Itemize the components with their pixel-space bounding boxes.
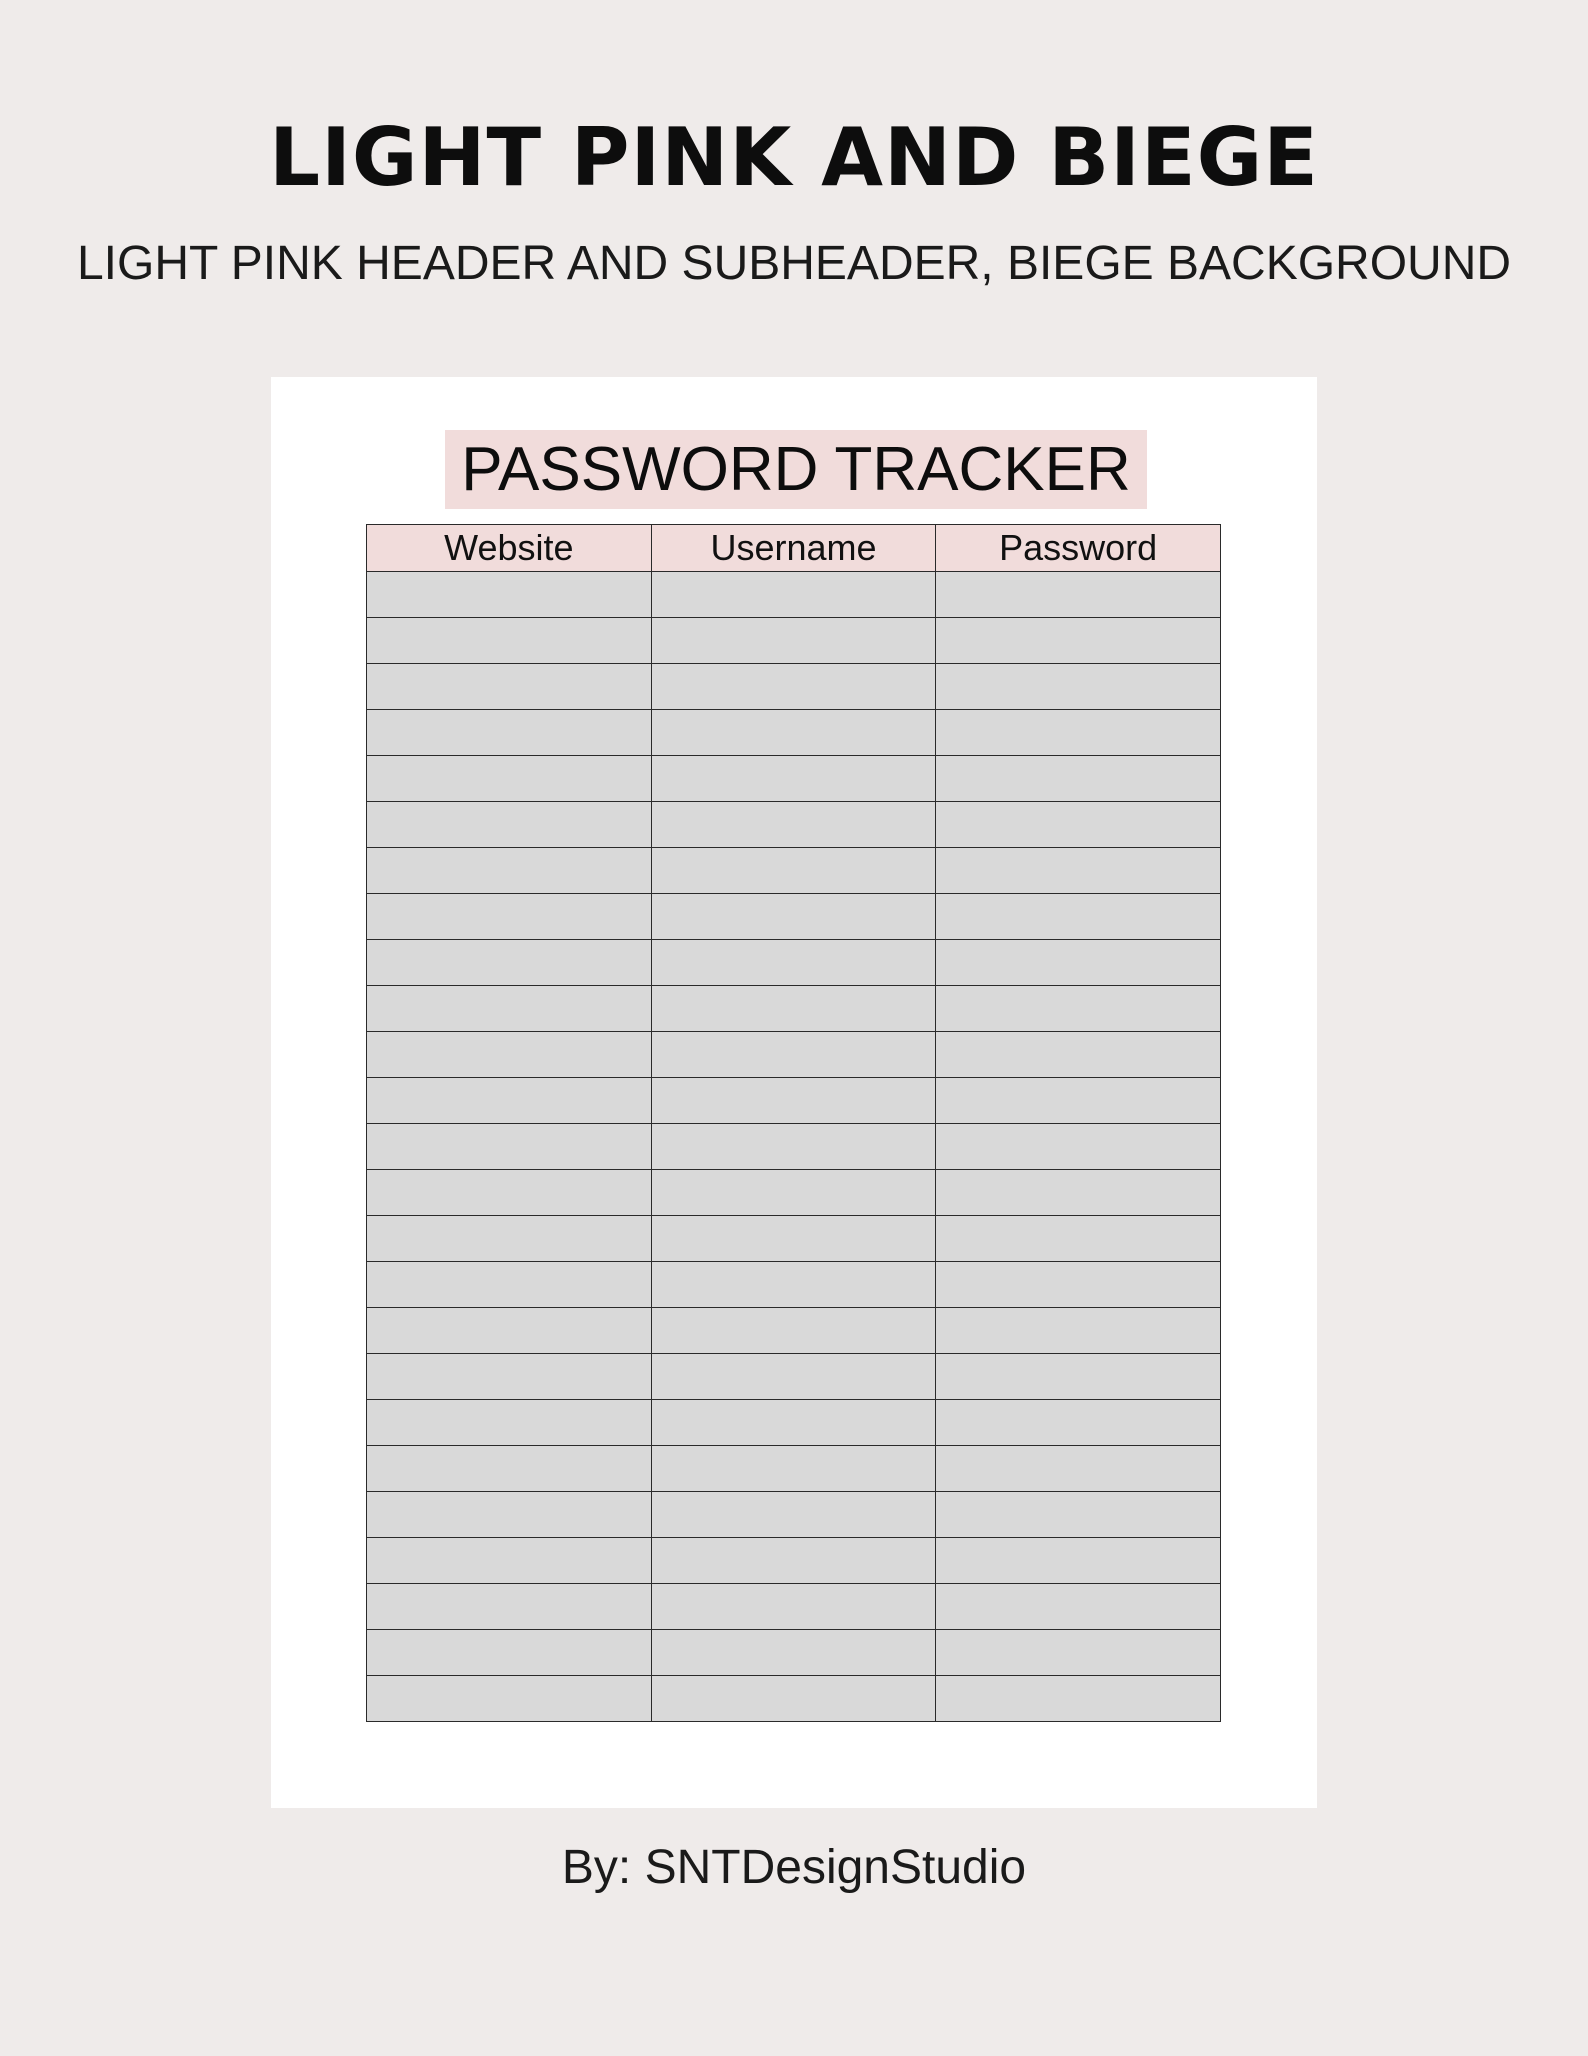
table-cell-password — [936, 848, 1221, 894]
password-table — [366, 524, 1221, 1722]
table-cell-username — [651, 1124, 936, 1170]
table-cell-password — [936, 1170, 1221, 1216]
table-row — [367, 1308, 1221, 1354]
table-row — [367, 802, 1221, 848]
table-cell-username — [651, 1216, 936, 1262]
table-cell-password — [936, 986, 1221, 1032]
table-row — [367, 710, 1221, 756]
table-row — [367, 618, 1221, 664]
table-row — [367, 1538, 1221, 1584]
table-cell-username — [651, 1170, 936, 1216]
table-cell-website — [367, 756, 652, 802]
table-cell-username — [651, 1032, 936, 1078]
table-row — [367, 894, 1221, 940]
table-cell-username — [651, 618, 936, 664]
table-cell-password — [936, 1078, 1221, 1124]
table-cell-website — [367, 1308, 652, 1354]
column-header-website: Website — [367, 525, 652, 572]
table-cell-username — [651, 1354, 936, 1400]
table-row — [367, 1400, 1221, 1446]
table-cell-password — [936, 1400, 1221, 1446]
table-cell-username — [651, 664, 936, 710]
table-cell-password — [936, 1630, 1221, 1676]
table-cell-password — [936, 664, 1221, 710]
table-cell-username — [651, 1538, 936, 1584]
table-cell-website — [367, 1676, 652, 1722]
table-cell-password — [936, 1446, 1221, 1492]
table-cell-website — [367, 1354, 652, 1400]
table-cell-website — [367, 1124, 652, 1170]
page-title: LIGHT PINK AND BIEGE — [269, 111, 1319, 204]
table-cell-username — [651, 1492, 936, 1538]
table-cell-username — [651, 1262, 936, 1308]
table-cell-username — [651, 940, 936, 986]
table-cell-username — [651, 894, 936, 940]
table-cell-username — [651, 1308, 936, 1354]
table-cell-website — [367, 1538, 652, 1584]
table-cell-username — [651, 572, 936, 618]
table-cell-username — [651, 1400, 936, 1446]
author-credit: By: SNTDesignStudio — [561, 1841, 1027, 1894]
table-cell-website — [367, 1078, 652, 1124]
table-body — [367, 572, 1221, 1722]
table-cell-website — [367, 1032, 652, 1078]
table-row — [367, 1354, 1221, 1400]
table-row — [367, 940, 1221, 986]
table-cell-password — [936, 802, 1221, 848]
table-row — [367, 1262, 1221, 1308]
table-cell-website — [367, 940, 652, 986]
table-cell-password — [936, 1538, 1221, 1584]
table-cell-website — [367, 710, 652, 756]
table-cell-username — [651, 1584, 936, 1630]
table-cell-password — [936, 1492, 1221, 1538]
page-subtitle: LIGHT PINK HEADER AND SUBHEADER, BIEGE BACKGROUND — [76, 237, 1512, 290]
table-cell-website — [367, 1170, 652, 1216]
table-row — [367, 1584, 1221, 1630]
column-header-username: Username — [651, 525, 936, 572]
table-row — [367, 756, 1221, 802]
table-row — [367, 1492, 1221, 1538]
table-row — [367, 1216, 1221, 1262]
table-cell-website — [367, 1446, 652, 1492]
table-cell-password — [936, 756, 1221, 802]
table-row — [367, 572, 1221, 618]
table-row — [367, 848, 1221, 894]
table-row — [367, 1078, 1221, 1124]
table-row — [367, 1124, 1221, 1170]
table-cell-website — [367, 986, 652, 1032]
table-cell-website — [367, 1630, 652, 1676]
table-cell-password — [936, 572, 1221, 618]
table-row — [367, 1676, 1221, 1722]
table-cell-password — [936, 1584, 1221, 1630]
table-cell-username — [651, 1446, 936, 1492]
table-row — [367, 1170, 1221, 1216]
table-cell-username — [651, 1676, 936, 1722]
table-cell-username — [651, 848, 936, 894]
table-row — [367, 664, 1221, 710]
sheet-title: PASSWORD TRACKER — [445, 430, 1147, 509]
table-cell-password — [936, 618, 1221, 664]
table-cell-website — [367, 664, 652, 710]
table-cell-username — [651, 1630, 936, 1676]
table-header-row — [367, 525, 1221, 572]
table-row — [367, 1630, 1221, 1676]
table-cell-password — [936, 1308, 1221, 1354]
table-cell-username — [651, 756, 936, 802]
table-cell-password — [936, 940, 1221, 986]
table-cell-username — [651, 710, 936, 756]
table-cell-website — [367, 848, 652, 894]
table-row — [367, 1032, 1221, 1078]
table-cell-website — [367, 1492, 652, 1538]
table-cell-password — [936, 1262, 1221, 1308]
table-cell-username — [651, 986, 936, 1032]
table-cell-website — [367, 1400, 652, 1446]
table-cell-website — [367, 1584, 652, 1630]
password-tracker-sheet — [271, 377, 1317, 1808]
table-cell-password — [936, 1032, 1221, 1078]
table-row — [367, 986, 1221, 1032]
table-cell-password — [936, 1124, 1221, 1170]
table-cell-password — [936, 1216, 1221, 1262]
table-cell-password — [936, 894, 1221, 940]
table-cell-username — [651, 802, 936, 848]
table-cell-website — [367, 1216, 652, 1262]
table-cell-website — [367, 618, 652, 664]
column-header-password: Password — [936, 525, 1221, 572]
table-cell-website — [367, 894, 652, 940]
table-cell-password — [936, 710, 1221, 756]
table-cell-website — [367, 1262, 652, 1308]
table-cell-website — [367, 802, 652, 848]
table-row — [367, 1446, 1221, 1492]
table-cell-password — [936, 1354, 1221, 1400]
table-cell-password — [936, 1676, 1221, 1722]
table-cell-username — [651, 1078, 936, 1124]
table-cell-website — [367, 572, 652, 618]
